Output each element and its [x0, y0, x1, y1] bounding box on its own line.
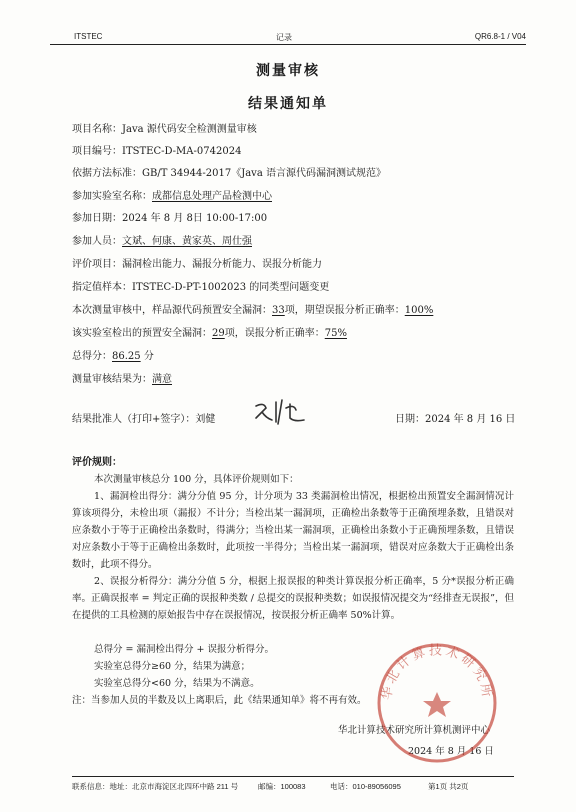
- rule-pass: 实验室总得分≥60 分，结果为满意；: [94, 661, 251, 672]
- field-project-name: [72, 123, 257, 137]
- detected-count: 29: [212, 328, 225, 339]
- field-method-std: [72, 167, 386, 181]
- field-label: 参加日期：: [72, 213, 122, 224]
- field-label: 指定值样本：: [72, 282, 132, 293]
- field-participants: [72, 235, 252, 249]
- sample-line: 本次测量审核中，样品源代码预置安全漏洞：33项，期望误报分析正确率：100%: [72, 305, 434, 316]
- footer-contact: 联系信息：地址：北京市海淀区北四环中路 211 号: [72, 782, 239, 791]
- total-line: 总得分：86.25 分: [72, 351, 154, 362]
- header-org: ITSTEC: [74, 32, 103, 41]
- result-line: 测量审核结果为：满意: [72, 374, 172, 385]
- field-value: ITSTEC-D-MA-0742024: [122, 146, 242, 157]
- field-label: 参加人员：: [72, 236, 122, 247]
- rule-formula: 总得分 = 漏洞检出得分 + 误报分析得分。: [94, 644, 274, 655]
- footer-pages: 第1页 共2页: [428, 782, 469, 791]
- rule-2: 2、误报分析得分：满分分值 5 分，根据上报误报的种类计算误报分析正确率，5 分*误报分析正确率。正确误报率 = 判定正确的误报种类数 / 总提交的误报种类数；如误报情况提交为“经排查无误报”，但在提供的工具检测的原始报告中存在误报情况，按误报分析正确率 50%计算。: [72, 576, 514, 621]
- field-value: 文斌、何康、黄家英、周仕强: [122, 236, 252, 247]
- rule-note: 注：当参加人员的半数及以上离职后，此《结果通知单》将不再有效。: [72, 695, 367, 706]
- field-label: 项目编号：: [72, 146, 122, 157]
- field-value: 2024 年 8 月 8日 10:00-17:00: [122, 213, 268, 224]
- official-seal: [374, 640, 500, 766]
- field-project-no: [72, 145, 241, 159]
- field-eval-items: [72, 258, 322, 272]
- detected-line: 该实验室检出的预置安全漏洞：29项，误报分析正确率：75%: [72, 328, 347, 339]
- field-value: Java 源代码安全检测测量审核: [122, 124, 257, 135]
- page-header: [50, 30, 526, 45]
- svg-text:华北计算技术研究所: 华北计算技术研究所: [379, 643, 495, 702]
- total-score: 86.25: [112, 351, 141, 362]
- approval-date: 日期：2024 年 8 月 16 日: [395, 414, 516, 425]
- doc-title: 测量审核: [256, 63, 320, 79]
- footer-phone: 电话：010-89056095: [330, 782, 401, 791]
- field-label: 依据方法标准：: [72, 168, 142, 179]
- field-specified-sample: [72, 281, 329, 295]
- signature: [250, 398, 310, 428]
- result-value: 满意: [152, 374, 172, 385]
- approval-line: [72, 413, 215, 427]
- expected-rate: 100%: [404, 305, 434, 316]
- header-code: QR6.8-1 / V04: [474, 32, 526, 41]
- rules-intro: 本次测量审核总分 100 分，具体评价规则如下：: [94, 474, 299, 485]
- footer-postcode: 邮编：100083: [258, 782, 306, 791]
- field-value: 漏洞检出能力、漏报分析能力、误报分析能力: [122, 259, 322, 270]
- rule-1: 1、漏洞检出得分：满分分值 95 分，计分项为 33 类漏洞检出情况，根据检出预置安全漏洞情况计算该项得分，未检出项（漏报）不计分；当检出某一漏洞项，正确检出条数等于正确预埋条数，且错误对应条数小于等于正确检出条数时，得满分；当检出某一漏洞项，正确检出条数小于正确预埋条数，且错误对应条数小于等于正确检出条数时，此项按一半得分；当检出某一漏洞项，错误对应条数大于正确检出条数时，此项不得分。: [72, 491, 514, 570]
- doc-subtitle: 结果通知单: [248, 96, 328, 112]
- rule-fail: 实验室总得分<60 分，结果为不满意。: [94, 678, 260, 689]
- detected-rate: 75%: [324, 328, 347, 339]
- field-label: 评价项目：: [72, 259, 122, 270]
- rules-title: 评价规则：: [72, 457, 122, 468]
- field-label: 参加实验室名称：: [72, 191, 152, 202]
- field-label: 项目名称：: [72, 124, 122, 135]
- field-date: [72, 212, 267, 226]
- preset-count: 33: [272, 305, 285, 316]
- field-value: ITSTEC-D-PT-1002023 的同类型问题变更: [132, 282, 330, 293]
- field-value: GB/T 34944-2017《Java 语言源代码漏洞测试规范》: [142, 168, 386, 179]
- field-lab-name: [72, 190, 272, 204]
- page-footer: [72, 776, 514, 791]
- issuer-name: 华北计算技术研究所计算机测评中心: [338, 725, 491, 736]
- approval-label: 结果批准人（打印+签字）：刘健: [72, 414, 216, 425]
- issuer-date: 2024 年 8 月 16 日: [408, 746, 494, 757]
- field-value: 成都信息处理产品检测中心: [152, 191, 272, 202]
- header-doc-type: 记录: [276, 33, 292, 42]
